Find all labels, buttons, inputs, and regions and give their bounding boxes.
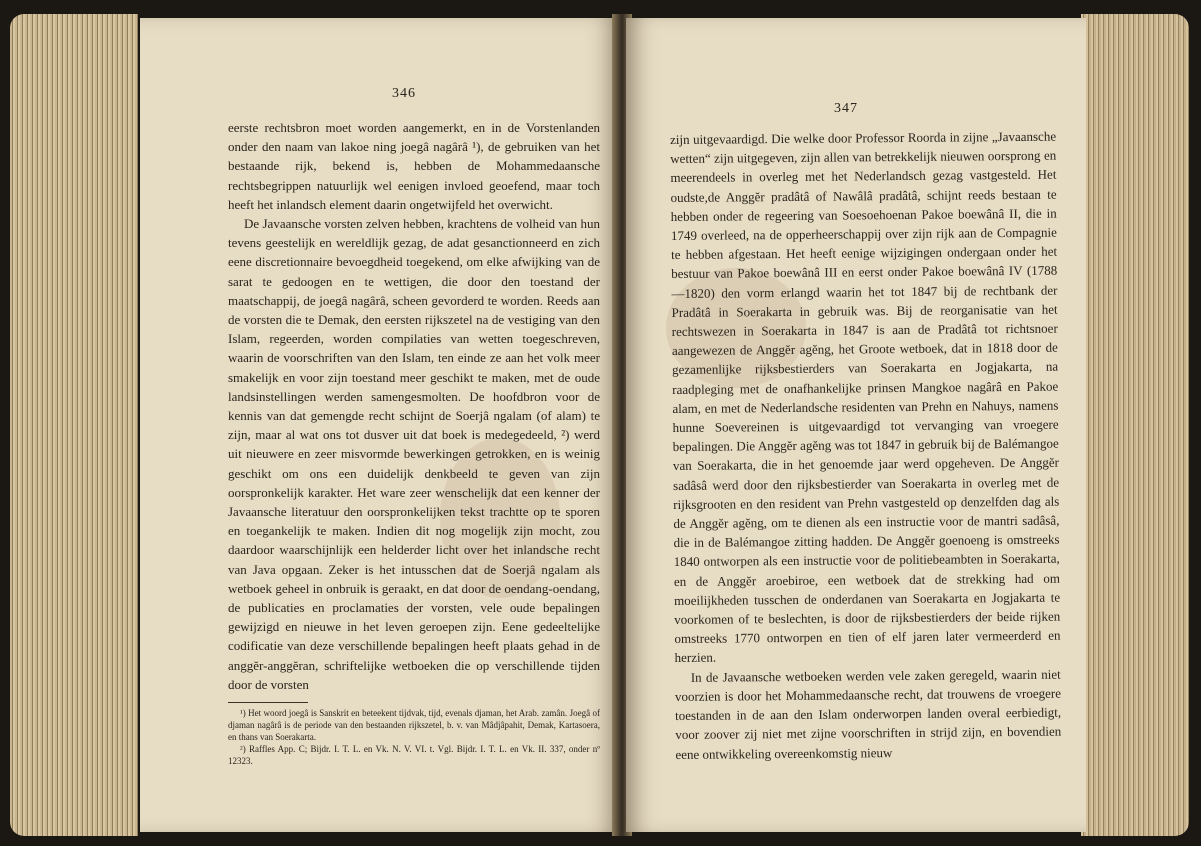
- left-page-edges: [10, 14, 138, 836]
- footnote-rule: [228, 702, 308, 703]
- page-body: [228, 118, 600, 767]
- footnote: ²) Raffles App. C; Bijdr. I. T. L. en Vk. N. V. VI. t. Vgl. Bijdr. I. T. L. en Vk. II. 337, onder nº 12323.: [228, 744, 600, 767]
- left-page: [140, 18, 618, 832]
- page-body: [670, 127, 1062, 764]
- right-page: [626, 18, 1086, 832]
- page-number: 347: [834, 101, 858, 116]
- paragraph: De Javaansche vorsten zelven hebben, krachtens de volheid van hun tevens geestelijk en wereldlijk gezag, de adat gesanctionneerd en zich eene discretionnaire bevoegdheid toegekend, om elke afwijking van de sarat te gedoogen en te wettigen, die door den toestand der maatschappij, de joegâ nagârâ, scheen gevorderd te worden. Reeds aan de vorsten die te Demak, den eersten rijkszetel na de vestiging van den Islam, regeerden, worden compilaties van wetten toegeschreven, waarin de voorschriften van den Islam, ten einde ze aan het volk meer smakelijk en voor zijn toestand meer geschikt te maken, met de oude landsinstellingen werden samengesmolten. De hoofdbron voor de kennis van dat gemengde recht schijnt de Soerjâ ngalam (of alam) te zijn, maar al wat ons tot dusver uit dat boek is medegedeeld, ²) werd uit nieuwere en zeer misvormde bewerkingen getrokken, en is weinig geschikt om ons een duidelijk denkbeeld te geven van zijn oorspronkelijk karakter. Het ware zeer wenschelijk dat een kenner der Javaansche literatuur den oorspronkelijken tekst trachtte op te sporen en toegankelijk te maken. Indien dit nog mogelijk zijn mocht, zou daardoor waarschijnlijk een helderder licht over het inlandsche recht van Java opgaan. Zeker is het intusschen dat de Soerjâ ngalam als wetboek geheel in onbruik is geraakt, en dat door de oendang-oendang, de publicaties en proclamaties der vorsten, vele oude bepalingen gewijzigd en nieuwe in het leven geroepen zijn. Eene gedeeltelijke codificatie van deze verschillende bepalingen heeft plaats gehad in de anggĕr-anggĕran, schriftelijke wetboeken die op verschillende tijden door de vorsten: [228, 216, 600, 692]
- paragraph: zijn uitgevaardigd. Die welke door Professor Roorda in zijne „Javaansche wetten“ zijn uitgegeven, zijn allen van betrekkelijk nieuwen oorsprong en meerendeels in overleg met het Nederlandsch gezag vastgesteld. Het oudste,de Anggĕr pradâtâ of Nawâlâ pradâtâ, schijnt reeds bestaan te hebben onder de regeering van Soesoehoenan Pakoe boewânâ II, die in 1749 overleed, na de opperheerschappij over zijn rijk aan de Compagnie te hebben afgestaan. Het heeft eenige wijzigingen ondergaan onder het bestuur van Pakoe boewânâ III en eerst onder Pakoe boewânâ IV (1788 —1820) den vorm erlangd waarin het tot 1847 bij de rechtbank der Pradâtâ in Soerakarta in gebruik was. Bij de reorganisatie van het rechtswezen in Soerakarta in 1847 is aan de Pradâtâ tot richtsnoer aangewezen de Anggĕr agĕng, het Groote wetboek, dat in 1818 door de gezamenlijke rijksbestierders van Soerakarta en Jogjakarta, na raadpleging met de onafhankelijke prinsen Mangkoe nagârâ en Pakoe alam, en met de Nederlandsche residenten van Prehn en Nahuys, namens hunne Soevereinen is uitgevaardigd tot vervanging van vroegere bepalingen. Die Anggĕr agĕng was tot 1847 in gebruik bij de Balémangoe van Soerakarta, die in het genoemde jaar werd opgeheven. De Anggĕr sadâsâ werd door den rijksbestierder van Soerakarta in overleg met de rijksgrooten en den resident van Prehn vastgesteld op denzelfden dag als de Anggĕr agĕng, om te dienen als een instructie voor de mantri sadâsâ, die in de Balémangoe zitting hadden. De Anggĕr goenoeng is omstreeks 1840 ontworpen als een instructie voor de politiebeambten in Soerakarta, en de Anggĕr aroebiroe, een wetboek dat de strekking had om moeilijkheden tusschen de onderdanen van Soerakarta en Jogjakarta te voorkomen of te beslechten, is door de rijksbestierders der beide rijken omstreeks 1770 ontworpen en tien of elf jaren later vermeerderd en herzien.: [670, 128, 1061, 666]
- paragraph: In de Javaansche wetboeken werden vele zaken geregeld, waarin niet voorzien is door het Mohammedaansche recht, dat trouwens de vroegere toestanden in de aan den Islam onderworpen landen overal eerbiedigt, voor zoover zij niet met zijne voorschriften in strijd zijn, en bovendien eene ontwikkeling overeenkomstig nieuw: [674, 666, 1062, 762]
- right-page-edges: [1081, 14, 1189, 836]
- paragraph: eerste rechtsbron moet worden aangemerkt, en in de Vorstenlanden onder den naam van lakoe ning joegâ nagârâ ¹), de gebruiken van het bestaande rijk, bekend is, hebben de Mohammedaansche rechtsbegrippen natuurlijk wel eenigen invloed geoefend, maar toch heeft het inlandsch element daarin ongetwijfeld het overwicht.: [228, 120, 600, 212]
- footnote: ¹) Het woord joegâ is Sanskrit en beteekent tijdvak, tijd, evenals djaman, het Arab. zamân. Joegâ of djaman nagârâ is de periode van den bestaanden rijkszetel, b. v. van Mâdjâpahit, Demak, Kartasoera, en thans van Soerakarta.: [228, 708, 600, 743]
- page-number: 346: [392, 86, 416, 101]
- footnotes: [228, 707, 600, 767]
